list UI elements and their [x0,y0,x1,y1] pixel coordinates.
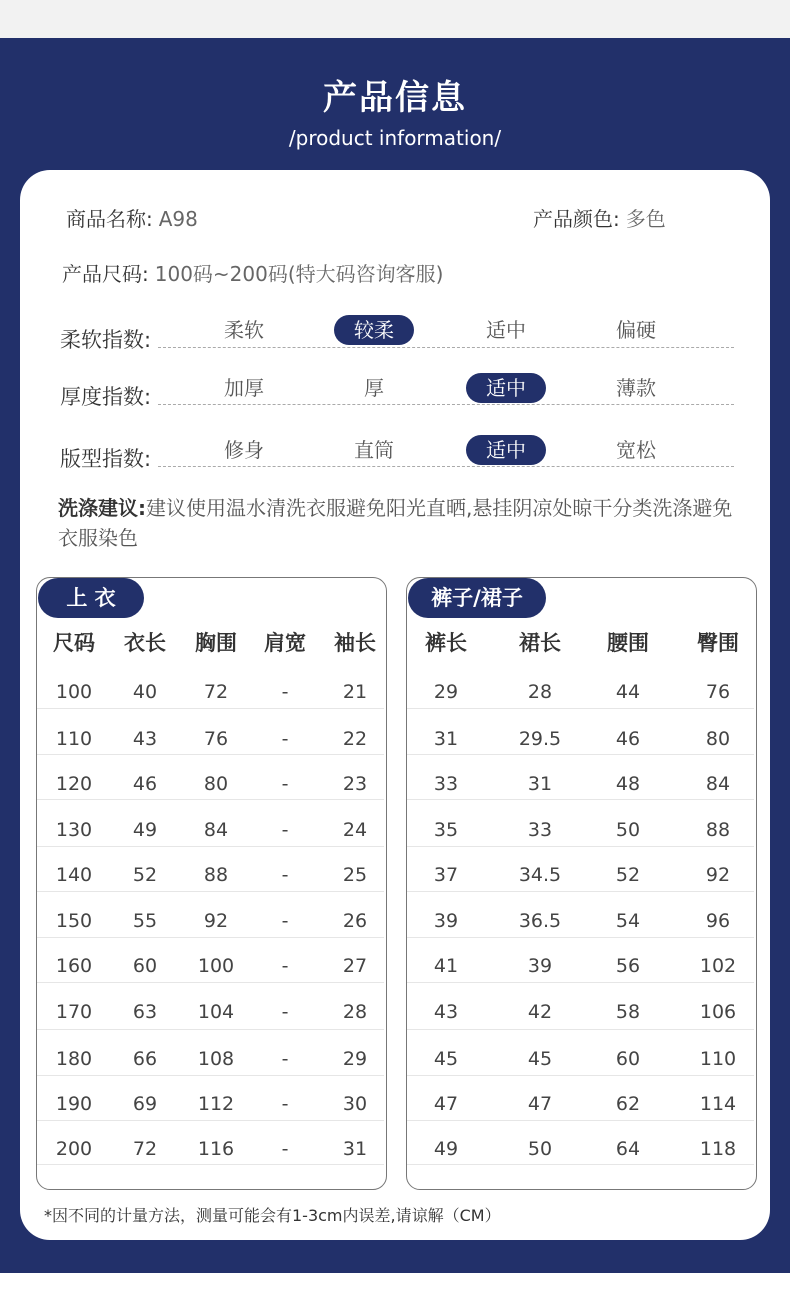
index-option: 柔软 [224,318,264,342]
table-cell: 84 [705,773,731,795]
table-cell: 28 [527,681,553,703]
table-cell: 62 [615,1093,641,1115]
table-cell: 110 [55,728,93,750]
table-cell: 40 [132,681,158,703]
table-cell: 31 [527,773,553,795]
table-header-cell: 裙长 [519,631,561,655]
table-cell: 69 [132,1093,158,1115]
table-cell: 58 [615,1001,641,1023]
index-option: 较柔 [334,315,414,345]
row-divider [37,1029,384,1030]
table-cell: 49 [132,819,158,841]
table-cell: - [281,1093,289,1115]
index-label: 版型指数: [60,447,152,471]
table-cell: 28 [342,1001,368,1023]
table-cell: - [281,773,289,795]
table-cell: 100 [197,955,235,977]
table-cell: 55 [132,910,158,932]
table-header-cell: 胸围 [195,631,237,655]
table-cell: 36.5 [518,910,562,932]
table-cell: 170 [55,1001,93,1023]
table-cell: 114 [699,1093,737,1115]
index-option: 适中 [466,435,546,465]
row-divider [37,1075,384,1076]
row-divider [37,799,384,800]
table-cell: - [281,728,289,750]
index-divider [158,347,734,348]
table-cell: 84 [203,819,229,841]
row-divider [37,708,384,709]
table-cell: 118 [699,1138,737,1160]
table-cell: 26 [342,910,368,932]
table-cell: 63 [132,1001,158,1023]
table-cell: 23 [342,773,368,795]
table-cell: 44 [615,681,641,703]
table-cell: 46 [132,773,158,795]
wash-advice-text: 建议使用温水清洗衣服避免阳光直晒,悬挂阴凉处晾干分类洗涤避免衣服染色 [58,496,733,550]
table-cell: 60 [132,955,158,977]
table-header-cell: 袖长 [334,631,376,655]
index-option: 偏硬 [616,318,656,342]
table-cell: 47 [527,1093,553,1115]
table-cell: 190 [55,1093,93,1115]
table-header-cell: 尺码 [53,631,95,655]
product-size-label: 产品尺码: [62,262,149,286]
row-divider [407,1164,754,1165]
table-cell: 29 [433,681,459,703]
table-cell: 104 [197,1001,235,1023]
index-divider [158,466,734,467]
index-option: 加厚 [224,376,264,400]
product-color-label: 产品颜色: [533,207,620,231]
table-cell: 33 [527,819,553,841]
table-cell: 35 [433,819,459,841]
row-divider [407,708,754,709]
index-option: 宽松 [616,438,656,462]
index-option: 厚 [364,376,384,400]
table-cell: 39 [433,910,459,932]
row-divider [37,846,384,847]
table-cell: 160 [55,955,93,977]
table-cell: 48 [615,773,641,795]
table-cell: 56 [615,955,641,977]
product-name [66,203,198,232]
row-divider [37,1164,384,1165]
top-table-label: 上 衣 [38,578,144,618]
table-cell: 66 [132,1048,158,1070]
table-cell: - [281,910,289,932]
table-cell: 72 [203,681,229,703]
table-cell: 43 [433,1001,459,1023]
product-size-value: 100码~200码(特大码咨询客服) [154,262,444,286]
table-cell: 52 [615,864,641,886]
table-cell: 110 [699,1048,737,1070]
row-divider [407,937,754,938]
table-cell: 64 [615,1138,641,1160]
table-cell: 76 [705,681,731,703]
table-cell: 29 [342,1048,368,1070]
table-cell: 88 [705,819,731,841]
table-cell: 29.5 [518,728,562,750]
table-cell: - [281,681,289,703]
wash-advice-label: 洗涤建议: [58,496,146,520]
row-divider [407,799,754,800]
table-header-cell: 腰围 [607,631,649,655]
index-option: 适中 [486,318,526,342]
table-cell: 88 [203,864,229,886]
product-color-value: 多色 [625,207,666,231]
page-title: 产品信息 [323,78,467,118]
table-cell: 106 [699,1001,737,1023]
table-header-cell: 裤长 [425,631,467,655]
table-cell: 39 [527,955,553,977]
product-size [62,258,443,287]
index-option: 薄款 [616,376,656,400]
table-header-cell: 衣长 [124,631,166,655]
page-subtitle: /product information/ [288,126,502,150]
table-cell: 130 [55,819,93,841]
table-cell: 112 [197,1093,235,1115]
table-cell: 30 [342,1093,368,1115]
table-cell: 92 [203,910,229,932]
table-cell: 24 [342,819,368,841]
table-cell: 54 [615,910,641,932]
table-cell: 72 [132,1138,158,1160]
product-color [533,203,666,232]
row-divider [407,982,754,983]
row-divider [407,1029,754,1030]
table-cell: 200 [55,1138,93,1160]
table-cell: 120 [55,773,93,795]
footnote: *因不同的计量方法，测量可能会有1-3cm内误差,请谅解（CM） [44,1206,501,1225]
row-divider [407,1120,754,1121]
table-cell: 150 [55,910,93,932]
bottom-gap [0,1273,790,1289]
table-cell: 102 [699,955,737,977]
index-label: 柔软指数: [60,328,152,352]
table-cell: 31 [342,1138,368,1160]
table-cell: 33 [433,773,459,795]
table-cell: - [281,819,289,841]
table-cell: 49 [433,1138,459,1160]
top-gap [0,0,790,38]
table-cell: 41 [433,955,459,977]
table-cell: 45 [433,1048,459,1070]
table-cell: 60 [615,1048,641,1070]
table-cell: 50 [527,1138,553,1160]
table-cell: 116 [197,1138,235,1160]
row-divider [37,1120,384,1121]
table-cell: 80 [705,728,731,750]
table-cell: 108 [197,1048,235,1070]
table-header-cell: 臀围 [697,631,739,655]
table-cell: 50 [615,819,641,841]
row-divider [37,982,384,983]
row-divider [37,754,384,755]
table-cell: 42 [527,1001,553,1023]
table-cell: 80 [203,773,229,795]
table-cell: 100 [55,681,93,703]
index-label: 厚度指数: [60,385,152,409]
table-cell: 45 [527,1048,553,1070]
bottom-table-label: 裤子/裙子 [408,578,546,618]
table-cell: 92 [705,864,731,886]
table-cell: 43 [132,728,158,750]
row-divider [407,754,754,755]
product-name-label: 商品名称: [66,207,153,231]
table-cell: 37 [433,864,459,886]
index-option: 适中 [466,373,546,403]
table-cell: - [281,1048,289,1070]
table-cell: 31 [433,728,459,750]
row-divider [407,1075,754,1076]
table-cell: - [281,955,289,977]
row-divider [37,937,384,938]
row-divider [407,891,754,892]
table-cell: 25 [342,864,368,886]
table-cell: 47 [433,1093,459,1115]
table-cell: 46 [615,728,641,750]
table-cell: - [281,1138,289,1160]
table-cell: 34.5 [518,864,562,886]
index-option: 直筒 [354,438,394,462]
table-header-cell: 肩宽 [264,631,306,655]
table-cell: 96 [705,910,731,932]
table-cell: - [281,864,289,886]
table-cell: 52 [132,864,158,886]
table-cell: - [281,1001,289,1023]
table-cell: 140 [55,864,93,886]
index-option: 修身 [224,438,264,462]
table-cell: 22 [342,728,368,750]
index-divider [158,404,734,405]
table-cell: 21 [342,681,368,703]
product-name-value: A98 [158,207,198,231]
table-cell: 27 [342,955,368,977]
row-divider [407,846,754,847]
table-cell: 76 [203,728,229,750]
wash-advice [58,493,748,553]
row-divider [37,891,384,892]
table-cell: 180 [55,1048,93,1070]
